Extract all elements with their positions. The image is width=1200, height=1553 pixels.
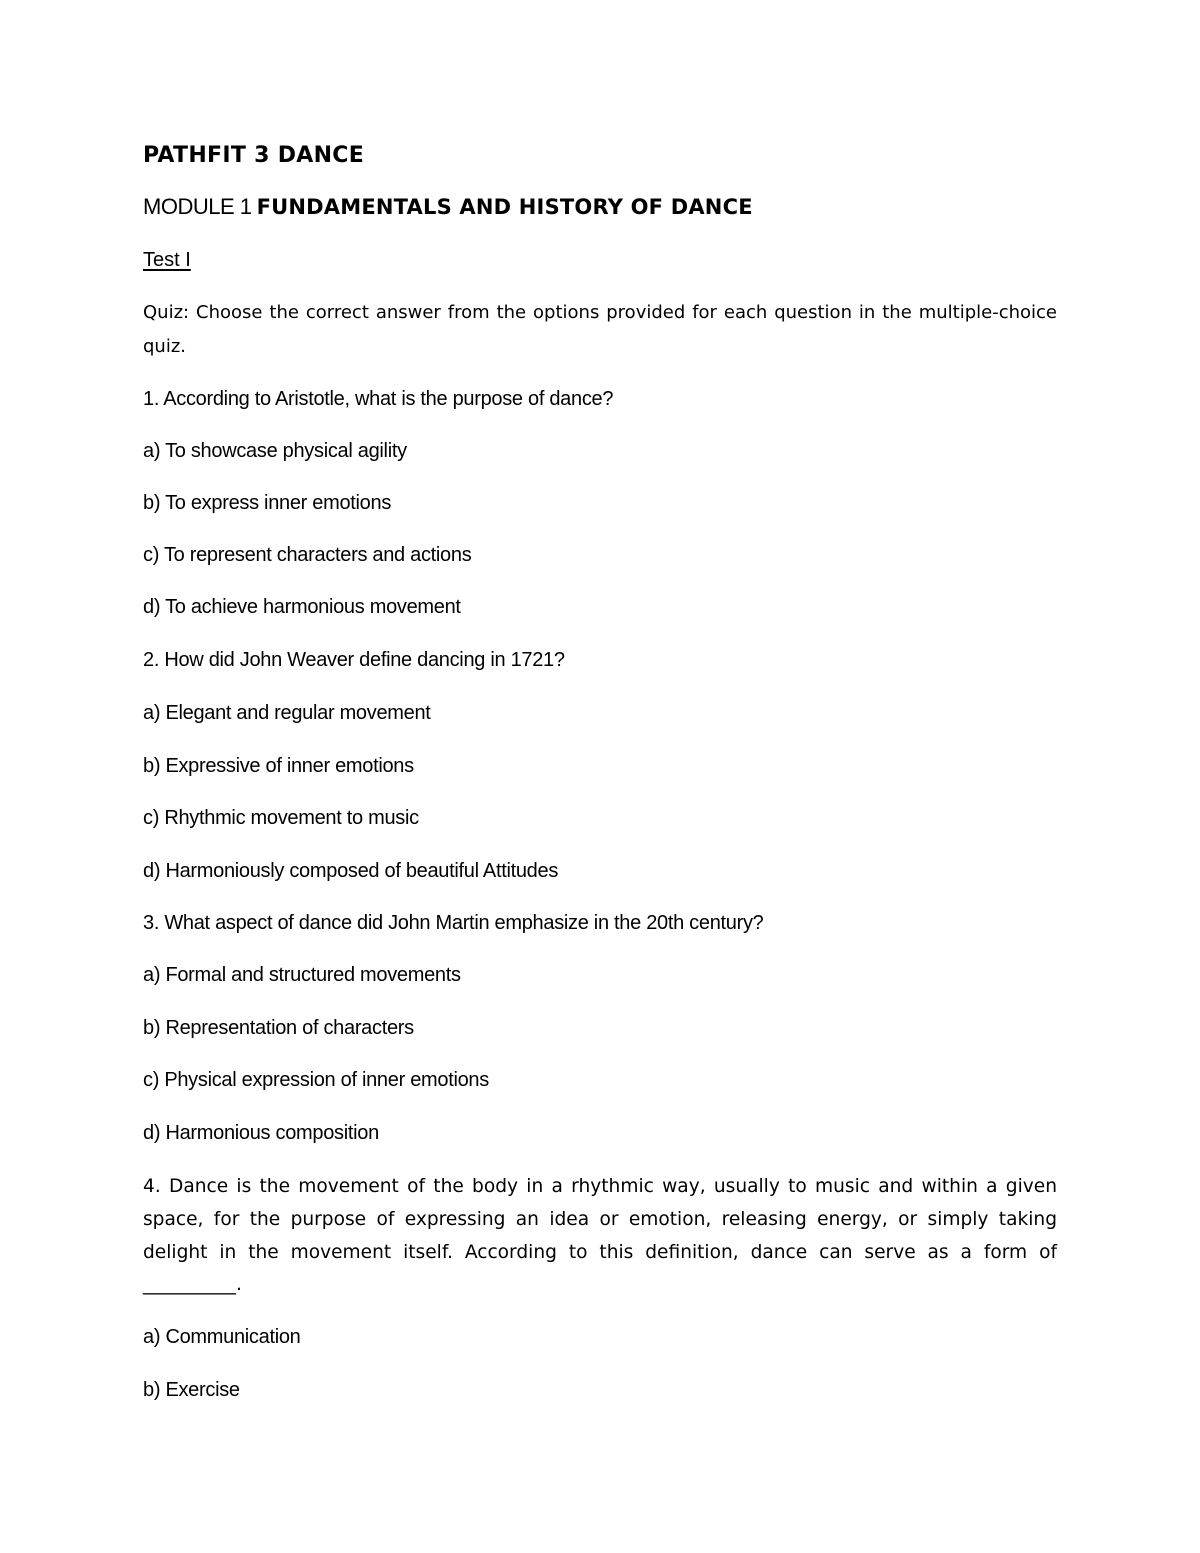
question-2-option-a: a) Elegant and regular movement [143, 702, 431, 724]
question-3-option-d: d) Harmonious composition [143, 1122, 379, 1144]
question-1-stem: 1. According to Aristotle, what is the purpose of dance? [143, 388, 614, 410]
quiz-instructions: Quiz: Choose the correct answer from the options provided for each question in the multiple-choice quiz. [143, 302, 1057, 357]
question-4-blank: __________. [143, 1274, 242, 1295]
question-4-option-b: b) Exercise [143, 1379, 240, 1401]
question-3-stem: 3. What aspect of dance did John Martin emphasize in the 20th century? [143, 912, 764, 934]
question-1-option-d: d) To achieve harmonious movement [143, 596, 461, 618]
question-1-option-b: b) To express inner emotions [143, 492, 392, 514]
question-4-stem: 4. Dance is the movement of the body in a rhythmic way, usually to music and within a given space, for the purpose of expressing an idea or emotion, releasing energy, or simply taking delight in the movement itself. According to this definition, dance can serve as a form of [143, 1176, 1057, 1263]
question-4-option-a: a) Communication [143, 1326, 301, 1348]
module-prefix: MODULE 1 [143, 194, 252, 219]
test-label: Test I [143, 249, 191, 271]
question-2-option-b: b) Expressive of inner emotions [143, 755, 414, 777]
module-title: FUNDAMENTALS AND HISTORY OF DANCE [256, 195, 753, 219]
question-3-option-b: b) Representation of characters [143, 1017, 414, 1039]
question-1-option-a: a) To showcase physical agility [143, 440, 407, 462]
question-1-option-c: c) To represent characters and actions [143, 544, 472, 566]
question-2-option-d: d) Harmoniously composed of beautiful Attitudes [143, 860, 559, 882]
course-title: PATHFIT 3 DANCE [143, 143, 365, 168]
question-3-option-c: c) Physical expression of inner emotions [143, 1069, 489, 1091]
question-3-option-a: a) Formal and structured movements [143, 964, 461, 986]
question-2-option-c: c) Rhythmic movement to music [143, 807, 419, 829]
document-page [143, 0, 1057, 1553]
question-2-stem: 2. How did John Weaver define dancing in 1721? [143, 649, 565, 671]
module-heading [143, 196, 753, 218]
